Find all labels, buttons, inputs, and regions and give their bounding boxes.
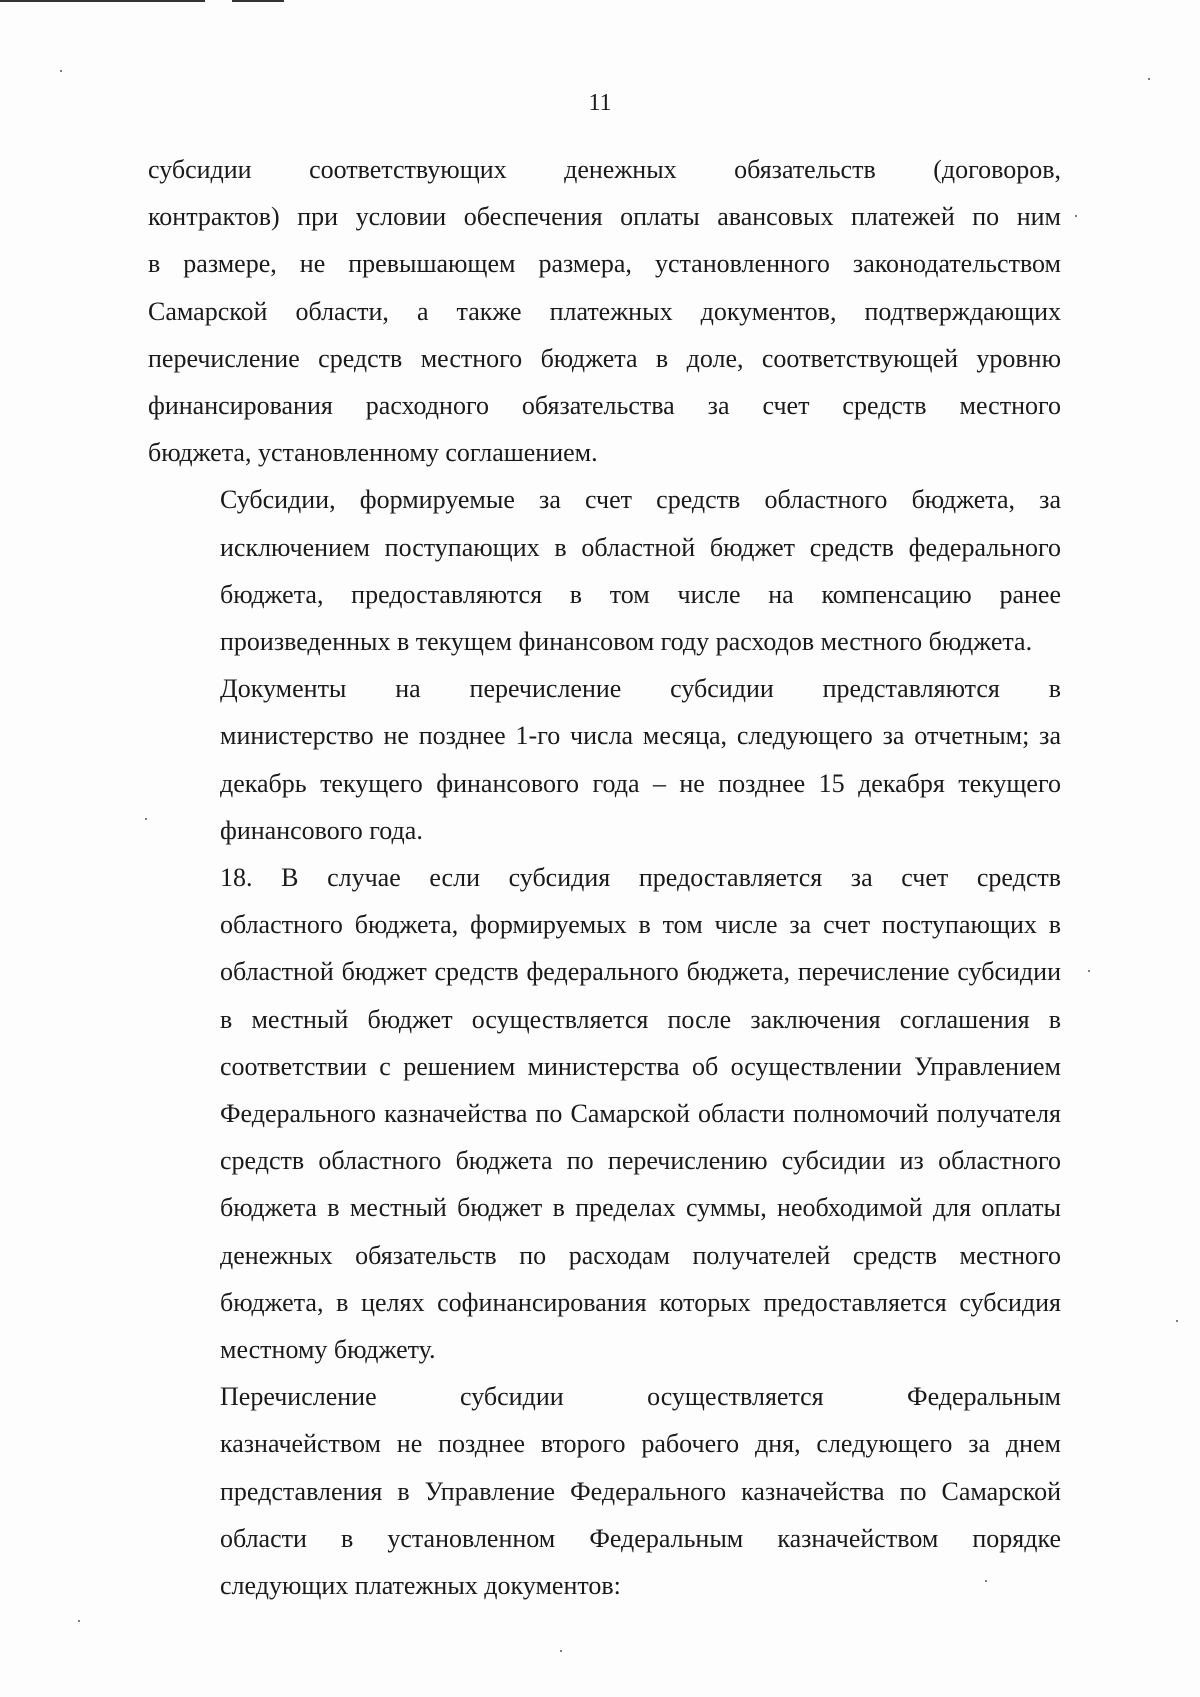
- text-line: соответствии с решением министерства об осуществлении Управлением: [220, 1051, 1061, 1081]
- scan-speck: [60, 70, 62, 72]
- paragraph: [148, 854, 1061, 1373]
- text-line: средств областного бюджета по перечислению субсидии из областного: [220, 1146, 1061, 1176]
- text-line: Субсидии, формируемые за счет средств областного бюджета, за: [220, 485, 1061, 515]
- scan-speck: [1075, 215, 1077, 217]
- scan-speck: [560, 1650, 562, 1652]
- text-line: следующих платежных документов:: [220, 1571, 621, 1601]
- text-line: бюджета в местный бюджет в пределах суммы, необходимой для оплаты: [220, 1193, 1061, 1223]
- page-number: 11: [588, 90, 612, 116]
- text-line: Документы на перечисление субсидии представляются в: [220, 674, 1061, 704]
- text-line: областного бюджета, формируемых в том числе за счет поступающих в: [220, 910, 1061, 940]
- scan-speck: [78, 1620, 80, 1622]
- text-line: бюджета, установленному соглашением.: [148, 438, 598, 468]
- scan-edge-mark: [232, 0, 284, 2]
- text-line: субсидии соответствующих денежных обязательств (договоров,: [148, 155, 1061, 184]
- paragraph: [148, 146, 1061, 476]
- text-line: Перечисление субсидии осуществляется Федеральным: [220, 1382, 1061, 1412]
- text-line: казначейством не позднее второго рабочего дня, следующего за днем: [220, 1429, 1061, 1459]
- scan-speck: [145, 818, 147, 820]
- text-line: финансирования расходного обязательства за счет средств местного: [148, 391, 1061, 421]
- text-line: в местный бюджет осуществляется после заключения соглашения в: [220, 1004, 1061, 1034]
- text-line: местному бюджету.: [220, 1335, 436, 1365]
- text-line: областной бюджет средств федерального бюджета, перечисление субсидии: [220, 957, 1061, 987]
- text-line: декабрь текущего финансового года – не позднее 15 декабря текущего: [220, 768, 1061, 798]
- scan-speck: [1088, 970, 1090, 972]
- text-line: перечисление средств местного бюджета в доле, соответствующей уровню: [148, 343, 1061, 373]
- text-line: 18. В случае если субсидия предоставляется за счет средств: [220, 863, 1061, 893]
- paragraph: [148, 476, 1061, 665]
- text-line: контрактов) при условии обеспечения оплаты авансовых платежей по ним: [148, 202, 1061, 232]
- scan-speck: [1176, 1320, 1178, 1322]
- scan-speck: [1148, 78, 1150, 80]
- text-line: представления в Управление Федерального казначейства по Самарской: [220, 1476, 1061, 1506]
- document-body: [148, 146, 1061, 1609]
- text-line: министерство не позднее 1-го числа месяца, следующего за отчетным; за: [220, 721, 1061, 751]
- text-line: исключением поступающих в областной бюджет средств федерального: [220, 532, 1061, 562]
- text-line: области в установленном Федеральным казначейством порядке: [220, 1523, 1061, 1553]
- paragraph: [148, 1373, 1061, 1609]
- text-line: Федерального казначейства по Самарской области полномочий получателя: [220, 1099, 1061, 1129]
- text-line: финансового года.: [220, 815, 423, 845]
- text-line: бюджета, в целях софинансирования которых предоставляется субсидия: [220, 1287, 1061, 1317]
- text-line: денежных обязательств по расходам получателей средств местного: [220, 1240, 1061, 1270]
- text-line: Самарской области, а также платежных документов, подтверждающих: [148, 296, 1061, 326]
- scan-edge-mark: [0, 0, 205, 2]
- text-line: в размере, не превышающем размера, установленного законодательством: [148, 249, 1061, 279]
- text-line: произведенных в текущем финансовом году расходов местного бюджета.: [220, 627, 1033, 657]
- text-line: бюджета, предоставляются в том числе на компенсацию ранее: [220, 579, 1061, 609]
- paragraph: [148, 665, 1061, 854]
